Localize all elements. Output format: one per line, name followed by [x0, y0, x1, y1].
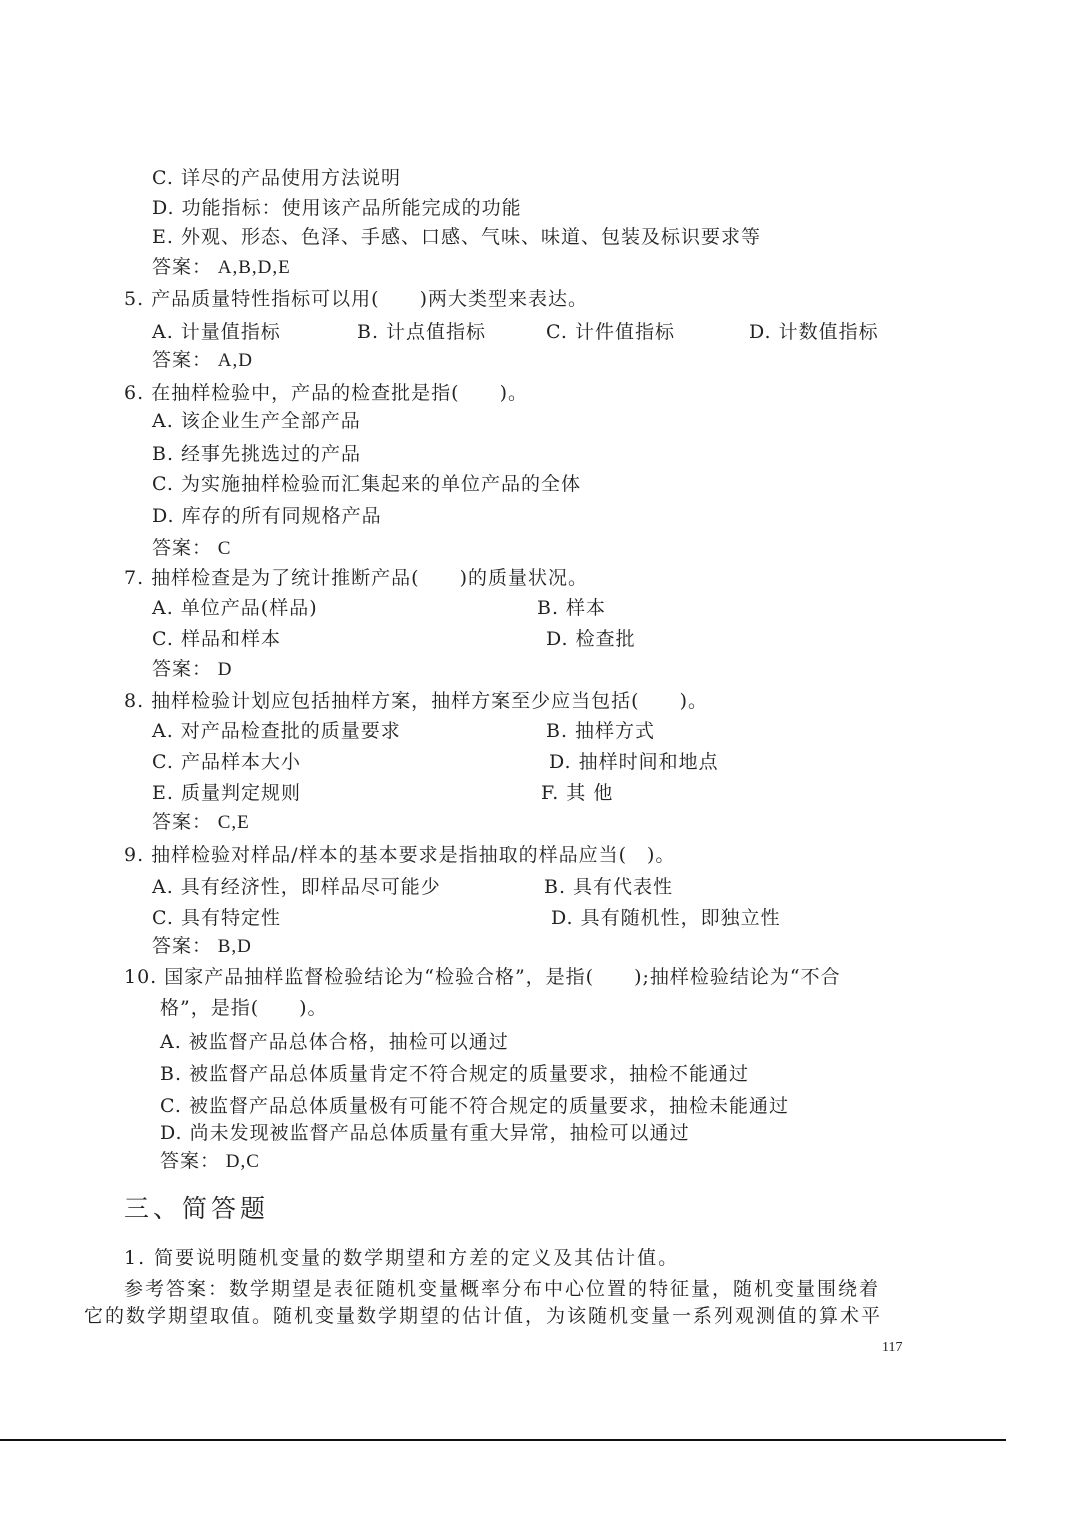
q9-answer: 答案： B,D: [152, 936, 252, 957]
q10-option-a: A. 被监督产品总体合格，抽检可以通过: [160, 1031, 509, 1053]
q10-answer: 答案： D,C: [160, 1151, 260, 1172]
q5-answer: 答案： A,D: [152, 350, 253, 371]
section-heading: 三、简答题: [124, 1194, 270, 1223]
q8-option-c: C. 产品样本大小: [152, 751, 301, 773]
q6-option-c: C. 为实施抽样检验而汇集起来的单位产品的全体: [152, 473, 581, 495]
q4-answer: 答案： A,B,D,E: [152, 257, 291, 278]
q8-option-b: B. 抽样方式: [546, 720, 656, 742]
q4-option-e: E. 外观、形态、色泽、手感、口感、气味、味道、包装及标识要求等: [152, 226, 761, 248]
q10-option-b: B. 被监督产品总体质量肯定不符合规定的质量要求，抽检不能通过: [160, 1063, 750, 1085]
q7-answer: 答案： D: [152, 659, 233, 680]
q5-option-d: D. 计数值指标: [749, 321, 879, 343]
q9-option-b: B. 具有代表性: [544, 876, 674, 898]
q4-option-c: C. 详尽的产品使用方法说明: [152, 167, 401, 189]
page-bottom-rule: [0, 1439, 1006, 1441]
s3-q1-stem: 1. 简要说明随机变量的数学期望和方差的定义及其估计值。: [124, 1247, 680, 1269]
q5-option-a: A. 计量值指标: [152, 321, 281, 343]
q5-option-b: B. 计点值指标: [357, 321, 487, 343]
q6-answer: 答案： C: [152, 538, 232, 559]
q7-stem: 7. 抽样检查是为了统计推断产品( )的质量状况。: [124, 567, 588, 589]
q8-option-d: D. 抽样时间和地点: [549, 751, 719, 773]
q9-option-a: A. 具有经济性，即样品尽可能少: [152, 876, 441, 898]
q6-stem: 6. 在抽样检验中，产品的检查批是指( )。: [124, 382, 528, 404]
q10-stem-line1: 10. 国家产品抽样监督检验结论为“检验合格”，是指( );抽样检验结论为“不合: [124, 966, 841, 988]
q4-option-d: D. 功能指标：使用该产品所能完成的功能: [152, 197, 522, 219]
q9-option-c: C. 具有特定性: [152, 907, 281, 929]
q10-option-c: C. 被监督产品总体质量极有可能不符合规定的质量要求，抽检未能通过: [160, 1095, 789, 1117]
q9-stem: 9. 抽样检验对样品/样本的基本要求是指抽取的样品应当( )。: [124, 844, 676, 866]
q7-option-a: A. 单位产品(样品): [152, 597, 318, 619]
q5-stem: 5. 产品质量特性指标可以用( )两大类型来表达。: [124, 288, 588, 310]
q8-answer: 答案： C,E: [152, 812, 250, 833]
q5-option-c: C. 计件值指标: [546, 321, 675, 343]
q8-stem: 8. 抽样检验计划应包括抽样方案，抽样方案至少应当包括( )。: [124, 690, 708, 712]
q8-option-e: E. 质量判定规则: [152, 782, 301, 804]
q6-option-d: D. 库存的所有同规格产品: [152, 505, 382, 527]
q7-option-d: D. 检查批: [546, 628, 636, 650]
page-number: 117: [882, 1340, 903, 1355]
q7-option-c: C. 样品和样本: [152, 628, 281, 650]
s3-q1-answer-line2: 它的数学期望取值。随机变量数学期望的估计值，为该随机变量一系列观测值的算术平: [84, 1305, 883, 1327]
q6-option-b: B. 经事先挑选过的产品: [152, 443, 362, 465]
q8-option-a: A. 对产品检查批的质量要求: [152, 720, 401, 742]
q10-option-d: D. 尚未发现被监督产品总体质量有重大异常，抽检可以通过: [160, 1122, 690, 1144]
q6-option-a: A. 该企业生产全部产品: [152, 410, 361, 432]
q7-option-b: B. 样本: [537, 597, 607, 619]
s3-q1-answer-line1: 参考答案：数学期望是表征随机变量概率分布中心位置的特征量，随机变量围绕着: [124, 1278, 881, 1300]
q9-option-d: D. 具有随机性，即独立性: [551, 907, 781, 929]
q8-option-f: F. 其 他: [541, 782, 614, 804]
q10-stem-line2: 格”，是指( )。: [160, 997, 328, 1019]
